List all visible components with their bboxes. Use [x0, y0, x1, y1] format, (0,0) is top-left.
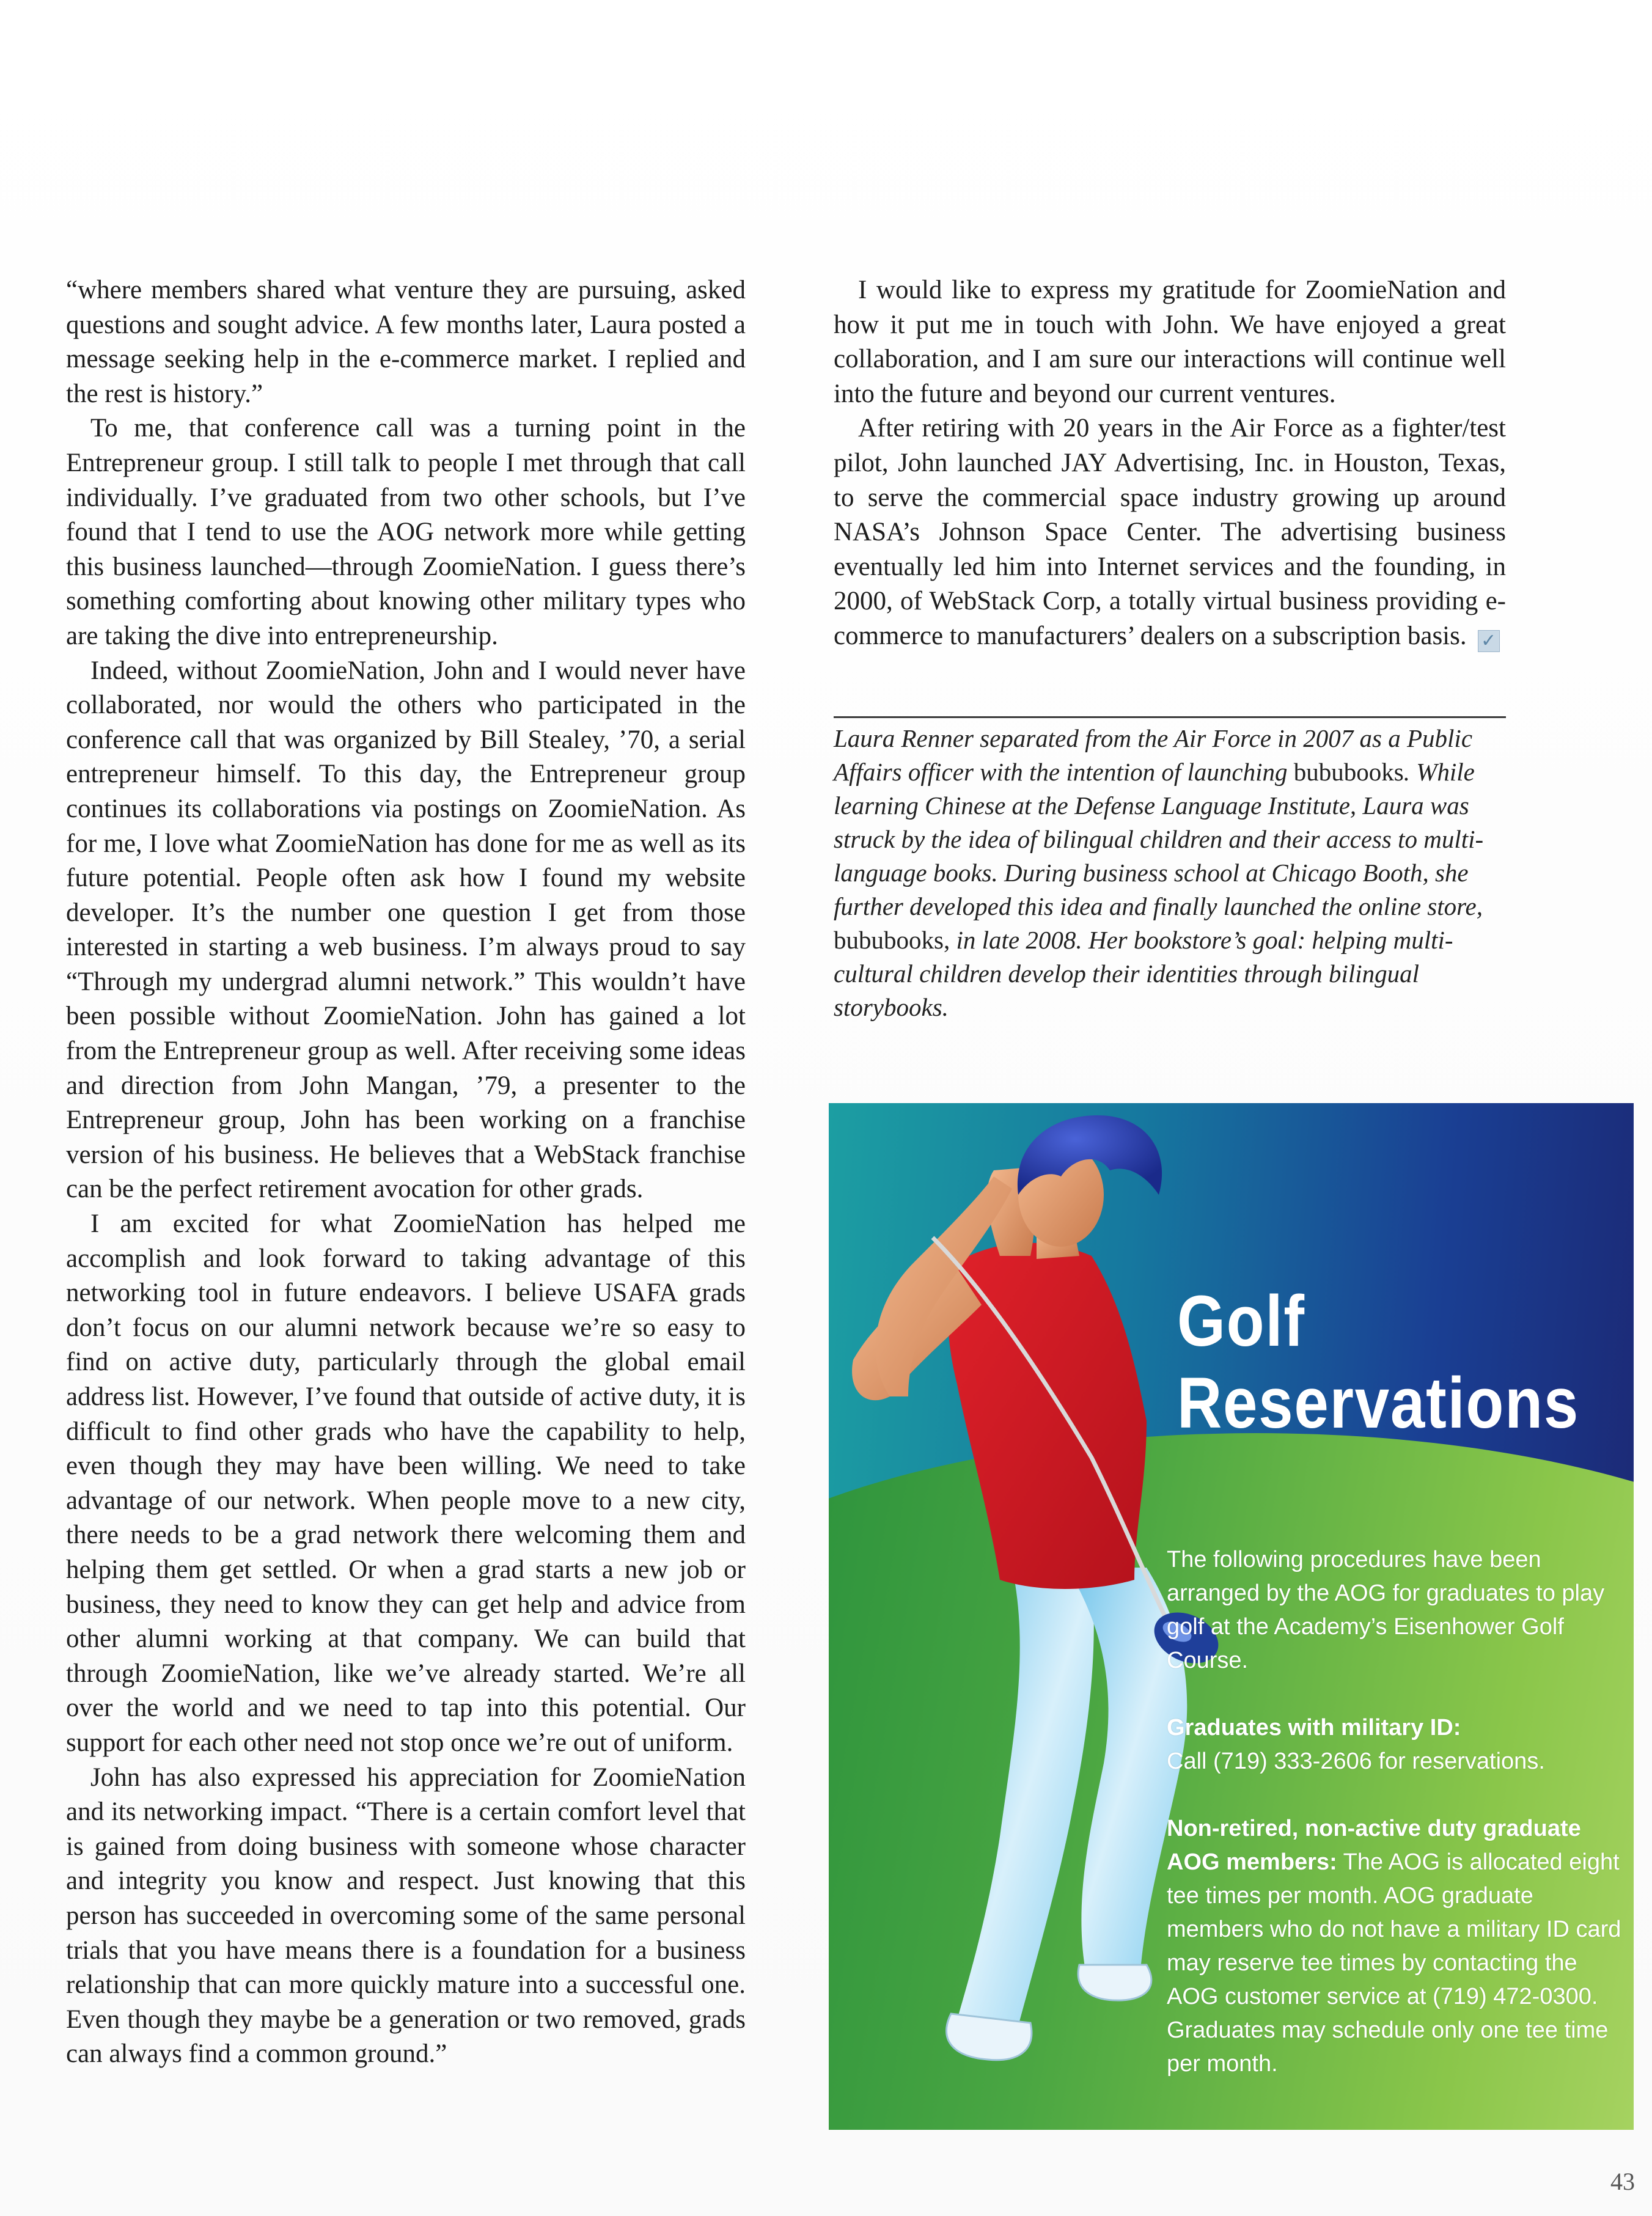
left-column — [66, 273, 746, 2072]
paragraph: I would like to express my gratitude for ZoomieNation and how it put me in touch with John. We have enjoyed a great collaboration, and I am sure our interactions will continue well into the future and beyond our current ventures. — [834, 276, 1506, 408]
nonretired-heading: Non-retired, non-active duty graduate AOG members: — [1167, 1816, 1581, 1875]
title-line: Golf — [1177, 1281, 1305, 1362]
intro-text: The following procedures have been arranged by the AOG for graduates to play golf at the Academy’s Eisenhower Golf Course. — [1167, 1547, 1605, 1673]
bio-part1: Laura Renner separated from the Air Force in 2007 as a Public Affairs officer with the intention of launching — [834, 724, 1473, 786]
military-heading: Graduates with military ID: — [1167, 1715, 1461, 1741]
paragraph: John has also expressed his appreciation for ZoomieNation and its networking impact. “There is a certain comfort level that is gained from doing business with someone whose character and integrity you know and respect. Just knowing that this person has succeeded in overcoming some of the same personal trials that you have means there is a foundation for a business relationship that can more quickly mature into a successful one. Even though they maybe be a generation or two removed, grads can always find a common ground.” — [66, 1763, 746, 2069]
golf-ad-body — [1167, 1543, 1625, 2115]
author-bio — [834, 722, 1506, 1024]
bio-part2: . While learning Chinese at the Defense Language Institute, Laura was struck by the idea of bilingual children and their access to multi-language books. During business school at Chicago Booth, she further developed this idea and finally launched the online store, — [834, 758, 1484, 920]
title-line: Reservations — [1177, 1363, 1580, 1444]
paragraph: “where members shared what venture they are pursuing, asked questions and sought advice. A few months later, Laura posted a message seeking help in the e-commerce market. I replied and the rest is history.” — [66, 276, 746, 408]
paragraph-text: After retiring with 20 years in the Air Force as a fighter/test pilot, John launched JAY Advertising, Inc. in Houston, Texas, to serve the commercial space industry growing up around NASA’s Johnson Space Center. The advertising business eventually led him into Internet services and the founding, in 2000, of WebStack Corp, a totally virtual business providing e-commerce to manufacturers’ dealers on a subscription basis. — [834, 414, 1506, 650]
end-mark-checkbox-icon: ✓ — [1478, 630, 1500, 652]
nonretired-section — [1167, 1812, 1625, 2081]
bio-text — [834, 722, 1506, 1024]
paragraph: I am excited for what ZoomieNation has helped me accomplish and look forward to taking advantage of this networking tool in future endeavors. I believe USAFA grads don’t focus on our alumni network because we’re so easy to find on active duty, particularly through the global email address list. However, I’ve found that outside of active duty, it is difficult to find other grads who have the capability to help, even though they may have been willing. We need to take advantage of our network. When people move to a new city, there needs to be a grad network there welcoming them and helping them get settled. Or when a grad starts a new job or business, they need to know they can get help and advice from other alumni working at that company. We can build that through ZoomieNation, like we’ve already started. We’re all over the world and we need to tap into this potential. Our support for each other need not stop once we’re out of uniform. — [66, 1209, 746, 1757]
nonretired-text: The AOG is allocated eight tee times per month. AOG graduate members who do not have a military ID card may reserve tee times by contacting the AOG customer service at (719) 472-0300. Graduates may schedule only one tee time per month. — [1167, 1849, 1621, 2077]
golf-reservations-ad — [829, 1103, 1634, 2130]
paragraph: Indeed, without ZoomieNation, John and I would never have collaborated, nor would the others who participated in the conference call that was organized by Bill Stealey, ’70, a serial entrepreneur himself. To this day, the Entrepreneur group continues its collaborations via postings on ZoomieNation. As for me, I love what ZoomieNation has done for me as well as its future potential. People often ask how I found my website developer. It’s the number one question I get from those interested in starting a web business. I’m always proud to say “Through my undergrad alumni network.” This wouldn’t have been possible without ZoomieNation. John has gained a lot from the Entrepreneur group as well. After receiving some ideas and direction from John Mangan, ’79, a presenter to the Entrepreneur group, John has been working on a franchise version of his business. He believes that a WebStack franchise can be the perfect retirement avocation for other grads. — [66, 656, 746, 1204]
page-number: 43 — [1610, 2168, 1635, 2195]
brand-name: bububooks, — [834, 926, 950, 954]
bio-part3: in late 2008. Her bookstore’s goal: helping multi-cultural children develop their identities through bilingual storybooks. — [834, 926, 1453, 1021]
paragraph: To me, that conference call was a turning point in the Entrepreneur group. I still talk to people I met through that call individually. I’ve graduated from two other schools, but I’ve found that I tend to use the AOG network more while getting this business launched—through ZoomieNation. I guess there’s something comforting about knowing other military types who are taking the dive into entrepreneurship. — [66, 414, 746, 650]
paragraph — [834, 411, 1506, 653]
brand-name: bububooks — [1293, 758, 1404, 786]
military-section — [1167, 1711, 1625, 1778]
military-text: Call (719) 333-2606 for reservations. — [1167, 1748, 1545, 1774]
right-column — [834, 273, 1506, 654]
section-divider — [834, 716, 1506, 718]
golf-ad-title — [1177, 1280, 1580, 1444]
